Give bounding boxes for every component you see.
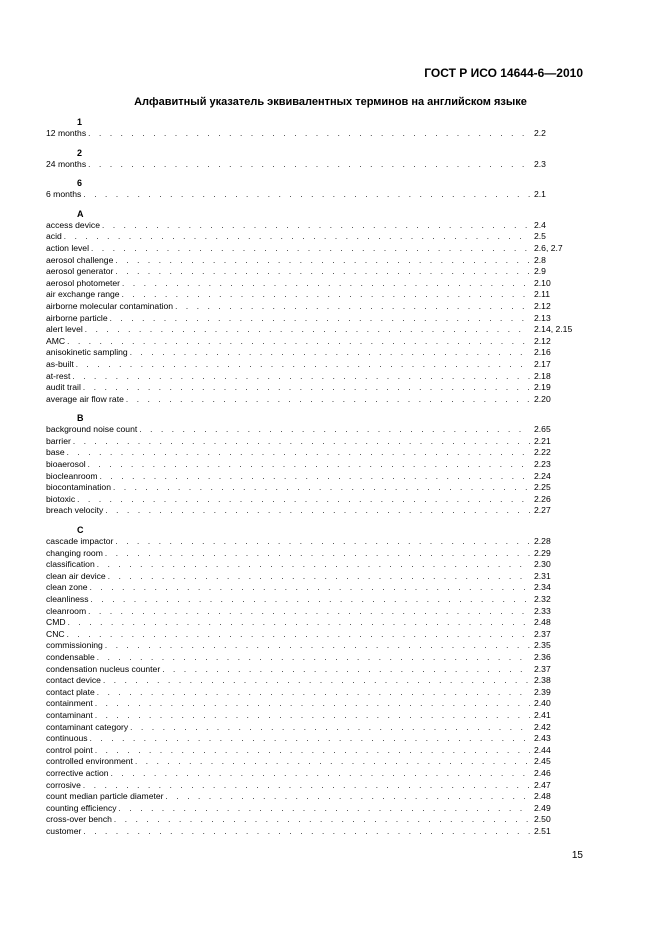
entry-term: base bbox=[46, 447, 65, 458]
dot-leader bbox=[119, 803, 530, 815]
dot-leader bbox=[95, 745, 530, 757]
entry-term: airborne molecular contamination bbox=[46, 300, 174, 311]
dot-leader bbox=[122, 278, 530, 290]
dot-leader bbox=[175, 301, 530, 313]
group-heading: 1 bbox=[77, 117, 83, 127]
dot-leader bbox=[108, 571, 530, 583]
dot-leader bbox=[91, 243, 530, 255]
entry-term: action level bbox=[46, 242, 89, 253]
entry-reference: 2.17 bbox=[534, 358, 551, 369]
dot-leader bbox=[110, 313, 530, 325]
index-entry bbox=[46, 652, 576, 664]
entry-term: 6 months bbox=[46, 189, 82, 200]
entry-term: aerosol generator bbox=[46, 266, 114, 277]
dot-leader bbox=[90, 733, 530, 745]
entry-reference: 2.47 bbox=[534, 779, 551, 790]
dot-leader bbox=[88, 159, 530, 171]
entry-term: cross-over bench bbox=[46, 814, 112, 825]
index-entry bbox=[46, 289, 576, 301]
entry-term: customer bbox=[46, 825, 82, 836]
index-entry bbox=[46, 722, 576, 734]
index-entry bbox=[46, 606, 576, 618]
index-entry bbox=[46, 436, 576, 448]
entry-term: at-rest bbox=[46, 370, 71, 381]
entry-reference: 2.48 bbox=[534, 791, 551, 802]
entry-term: cascade impactor bbox=[46, 536, 114, 547]
dot-leader bbox=[83, 780, 530, 792]
index-entry bbox=[46, 780, 576, 792]
index-entry bbox=[46, 617, 576, 629]
dot-leader bbox=[72, 371, 530, 383]
entry-term: CMD bbox=[46, 617, 66, 628]
index-entry bbox=[46, 324, 576, 336]
entry-term: biocontamination bbox=[46, 482, 111, 493]
entry-reference: 2.31 bbox=[534, 570, 551, 581]
index-entry bbox=[46, 189, 576, 201]
entry-term: counting efficiency bbox=[46, 802, 117, 813]
dot-leader bbox=[103, 675, 530, 687]
entry-reference: 2.23 bbox=[534, 459, 551, 470]
entry-reference: 2.1 bbox=[534, 189, 546, 200]
entry-reference: 2.25 bbox=[534, 482, 551, 493]
entry-term: air exchange range bbox=[46, 289, 120, 300]
entry-term: CNC bbox=[46, 628, 65, 639]
entry-term: clean zone bbox=[46, 582, 88, 593]
index-entry bbox=[46, 382, 576, 394]
index-entry bbox=[46, 733, 576, 745]
entry-reference: 2.14, 2.15 bbox=[534, 324, 573, 335]
entry-reference: 2.65 bbox=[534, 424, 551, 435]
index-entry bbox=[46, 482, 576, 494]
entry-reference: 2.28 bbox=[534, 536, 551, 547]
entry-term: airborne particle bbox=[46, 312, 108, 323]
index-entry bbox=[46, 128, 576, 140]
index-entry bbox=[46, 494, 576, 506]
dot-leader bbox=[83, 189, 530, 201]
entry-term: commissioning bbox=[46, 640, 103, 651]
index-entry bbox=[46, 336, 576, 348]
entry-reference: 2.12 bbox=[534, 300, 551, 311]
dot-leader bbox=[88, 459, 530, 471]
index-entry bbox=[46, 301, 576, 313]
entry-reference: 2.38 bbox=[534, 675, 551, 686]
dot-leader bbox=[83, 826, 530, 838]
page-number: 15 bbox=[571, 850, 583, 861]
entry-term: contaminant bbox=[46, 709, 93, 720]
index-entry bbox=[46, 313, 576, 325]
entry-term: acid bbox=[46, 231, 62, 242]
entry-term: continuous bbox=[46, 733, 88, 744]
dot-leader bbox=[162, 664, 530, 676]
dot-leader bbox=[85, 324, 530, 336]
entry-reference: 2.20 bbox=[534, 393, 551, 404]
dot-leader bbox=[102, 220, 530, 232]
dot-leader bbox=[67, 629, 530, 641]
entry-term: control point bbox=[46, 744, 93, 755]
index-entry bbox=[46, 505, 576, 517]
index-entry bbox=[46, 359, 576, 371]
index-entry bbox=[46, 243, 576, 255]
alphabetical-index bbox=[46, 116, 576, 837]
entry-term: contact device bbox=[46, 675, 101, 686]
entry-term: as-built bbox=[46, 358, 74, 369]
entry-term: condensable bbox=[46, 651, 95, 662]
entry-reference: 2.22 bbox=[534, 447, 551, 458]
entry-term: corrosive bbox=[46, 779, 81, 790]
dot-leader bbox=[83, 382, 530, 394]
dot-leader bbox=[130, 722, 530, 734]
dot-leader bbox=[73, 436, 530, 448]
entry-reference: 2.41 bbox=[534, 709, 551, 720]
index-entry bbox=[46, 710, 576, 722]
index-entry bbox=[46, 745, 576, 757]
entry-reference: 2.9 bbox=[534, 266, 546, 277]
entry-reference: 2.37 bbox=[534, 628, 551, 639]
entry-term: anisokinetic sampling bbox=[46, 347, 128, 358]
dot-leader bbox=[135, 756, 530, 768]
dot-leader bbox=[130, 347, 530, 359]
entry-reference: 2.26 bbox=[534, 493, 551, 504]
entry-reference: 2.13 bbox=[534, 312, 551, 323]
dot-leader bbox=[68, 617, 530, 629]
entry-reference: 2.12 bbox=[534, 335, 551, 346]
entry-term: 24 months bbox=[46, 158, 87, 169]
entry-term: average air flow rate bbox=[46, 393, 124, 404]
entry-reference: 2.8 bbox=[534, 254, 546, 265]
index-entry bbox=[46, 447, 576, 459]
index-entry bbox=[46, 768, 576, 780]
entry-reference: 2.36 bbox=[534, 651, 551, 662]
group-heading: A bbox=[77, 208, 84, 219]
entry-reference: 2.19 bbox=[534, 382, 551, 393]
index-entry bbox=[46, 803, 576, 815]
index-entry bbox=[46, 826, 576, 838]
entry-term: corrective action bbox=[46, 767, 109, 778]
index-entry bbox=[46, 756, 576, 768]
entry-term: cleanliness bbox=[46, 594, 89, 604]
index-entry bbox=[46, 594, 576, 606]
dot-leader bbox=[67, 336, 530, 348]
entry-reference: 2.6, 2.7 bbox=[534, 242, 563, 253]
index-entry bbox=[46, 664, 576, 676]
entry-term: condensation nucleus counter bbox=[46, 663, 161, 674]
entry-term: cleanroom bbox=[46, 605, 87, 616]
dot-leader bbox=[76, 359, 530, 371]
entry-term: clean air device bbox=[46, 570, 106, 581]
index-group bbox=[46, 412, 576, 517]
entry-term: biocleanroom bbox=[46, 470, 98, 481]
index-entry bbox=[46, 159, 576, 171]
dot-leader bbox=[90, 582, 530, 594]
index-entry bbox=[46, 640, 576, 652]
index-entry bbox=[46, 471, 576, 483]
entry-reference: 2.32 bbox=[534, 594, 551, 604]
index-group bbox=[46, 524, 576, 837]
entry-term: containment bbox=[46, 698, 93, 709]
dot-leader bbox=[114, 814, 530, 826]
index-entry bbox=[46, 698, 576, 710]
group-heading: 2 bbox=[77, 147, 83, 158]
entry-term: changing room bbox=[46, 547, 103, 558]
dot-leader bbox=[77, 494, 530, 506]
entry-reference: 2.37 bbox=[534, 663, 551, 674]
entry-term: audit trail bbox=[46, 382, 81, 393]
index-entry bbox=[46, 629, 576, 641]
page-title: Алфавитный указатель эквивалентных терминов на английском языке bbox=[134, 96, 527, 108]
entry-reference: 2.33 bbox=[534, 605, 551, 616]
entry-reference: 2.27 bbox=[534, 505, 551, 516]
entry-reference: 2.16 bbox=[534, 347, 551, 358]
entry-term: 12 months bbox=[46, 128, 87, 138]
index-entry bbox=[46, 424, 576, 436]
entry-reference: 2.43 bbox=[534, 733, 551, 744]
entry-reference: 2.48 bbox=[534, 617, 551, 628]
index-entry bbox=[46, 394, 576, 406]
index-entry bbox=[46, 459, 576, 471]
index-entry bbox=[46, 548, 576, 560]
index-entry bbox=[46, 791, 576, 803]
entry-reference: 2.5 bbox=[534, 231, 546, 242]
entry-reference: 2.51 bbox=[534, 825, 551, 836]
entry-reference: 2.11 bbox=[534, 289, 551, 300]
group-heading: B bbox=[77, 413, 84, 424]
dot-leader bbox=[139, 424, 530, 436]
index-entry bbox=[46, 814, 576, 826]
entry-term: AMC bbox=[46, 335, 66, 346]
entry-reference: 2.3 bbox=[534, 158, 546, 169]
dot-leader bbox=[88, 606, 530, 618]
entry-reference: 2.35 bbox=[534, 640, 551, 651]
index-entry bbox=[46, 278, 576, 290]
index-entry bbox=[46, 231, 576, 243]
dot-leader bbox=[105, 505, 530, 517]
dot-leader bbox=[115, 266, 530, 278]
dot-leader bbox=[126, 394, 530, 406]
dot-leader bbox=[100, 471, 530, 483]
dot-leader bbox=[64, 231, 530, 243]
entry-term: access device bbox=[46, 219, 100, 230]
entry-reference: 2.42 bbox=[534, 721, 551, 732]
entry-reference: 2.39 bbox=[534, 686, 551, 697]
dot-leader bbox=[166, 791, 530, 803]
index-entry bbox=[46, 536, 576, 548]
entry-reference: 2.18 bbox=[534, 370, 551, 381]
entry-reference: 2.45 bbox=[534, 756, 551, 767]
index-entry bbox=[46, 220, 576, 232]
dot-leader bbox=[115, 536, 530, 548]
entry-term: bioaerosol bbox=[46, 459, 86, 470]
entry-term: barrier bbox=[46, 435, 71, 446]
index-group bbox=[46, 147, 576, 171]
entry-term: contaminant category bbox=[46, 721, 129, 732]
dot-leader bbox=[88, 128, 530, 140]
entry-reference: 2.46 bbox=[534, 767, 551, 778]
index-entry bbox=[46, 571, 576, 583]
index-group bbox=[46, 208, 576, 406]
entry-reference: 2.2 bbox=[534, 128, 546, 138]
index-entry bbox=[46, 582, 576, 594]
dot-leader bbox=[115, 255, 530, 267]
dot-leader bbox=[111, 768, 530, 780]
entry-term: classification bbox=[46, 559, 95, 570]
dot-leader bbox=[113, 482, 530, 494]
entry-term: background noise count bbox=[46, 424, 138, 435]
entry-term: aerosol challenge bbox=[46, 254, 114, 265]
page-header: ГОСТ Р ИСО 14644-6—2010 bbox=[424, 66, 583, 80]
entry-term: breach velocity bbox=[46, 505, 104, 516]
entry-reference: 2.4 bbox=[534, 219, 546, 230]
entry-term: count median particle diameter bbox=[46, 791, 164, 802]
index-entry bbox=[46, 255, 576, 267]
index-entry bbox=[46, 559, 576, 571]
index-entry bbox=[46, 687, 576, 699]
dot-leader bbox=[97, 652, 530, 664]
group-heading: 6 bbox=[77, 178, 83, 189]
entry-term: contact plate bbox=[46, 686, 95, 697]
dot-leader bbox=[67, 447, 530, 459]
entry-reference: 2.10 bbox=[534, 277, 551, 288]
entry-reference: 2.30 bbox=[534, 559, 551, 570]
entry-reference: 2.21 bbox=[534, 435, 551, 446]
entry-reference: 2.24 bbox=[534, 470, 551, 481]
entry-reference: 2.44 bbox=[534, 744, 551, 755]
entry-term: aerosol photometer bbox=[46, 277, 121, 288]
dot-leader bbox=[97, 559, 530, 571]
entry-term: biotoxic bbox=[46, 493, 76, 504]
entry-reference: 2.49 bbox=[534, 802, 551, 813]
dot-leader bbox=[105, 640, 530, 652]
index-entry bbox=[46, 675, 576, 687]
index-entry bbox=[46, 266, 576, 278]
dot-leader bbox=[122, 289, 530, 301]
entry-term: alert level bbox=[46, 324, 83, 335]
dot-leader bbox=[97, 687, 530, 699]
index-entry bbox=[46, 347, 576, 359]
dot-leader bbox=[91, 594, 530, 606]
entry-reference: 2.29 bbox=[534, 547, 551, 558]
index-group bbox=[46, 177, 576, 201]
entry-reference: 2.34 bbox=[534, 582, 551, 593]
group-heading: C bbox=[77, 525, 84, 536]
dot-leader bbox=[95, 698, 530, 710]
index-entry bbox=[46, 371, 576, 383]
entry-reference: 2.40 bbox=[534, 698, 551, 709]
dot-leader bbox=[105, 548, 530, 560]
index-group bbox=[46, 116, 576, 140]
entry-reference: 2.50 bbox=[534, 814, 551, 825]
dot-leader bbox=[95, 710, 530, 722]
entry-term: controlled environment bbox=[46, 756, 133, 767]
